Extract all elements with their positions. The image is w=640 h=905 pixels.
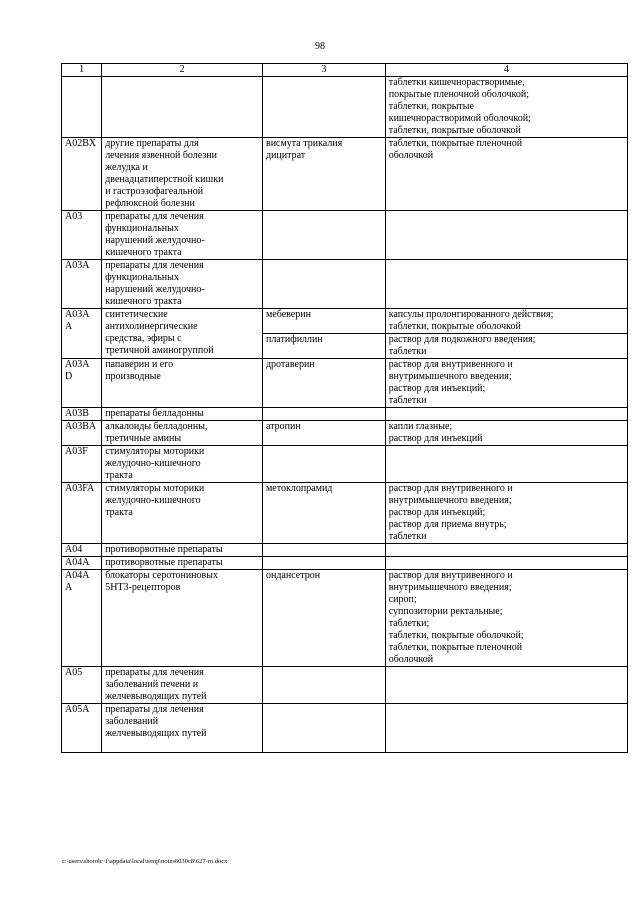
drug-name-cell bbox=[262, 446, 385, 483]
anatomical-group-cell-line: блокаторы серотониновых bbox=[105, 570, 218, 581]
anatomical-group-cell bbox=[102, 557, 263, 570]
anatomical-group-cell bbox=[102, 359, 263, 408]
drug-name-cell bbox=[262, 359, 385, 408]
drug-name-cell-line: дротаверин bbox=[265, 359, 315, 370]
anatomical-group-cell bbox=[102, 309, 263, 359]
dosage-forms-cell-line: внутримышечного введения; bbox=[388, 495, 512, 506]
anatomical-group-cell bbox=[102, 704, 263, 753]
dosage-forms-cell-line: таблетки, покрытые bbox=[388, 101, 474, 112]
anatomical-group-cell-line: желчевыводящих путей bbox=[105, 728, 207, 739]
anatomical-group-cell-line: третичной аминогруппой bbox=[105, 345, 214, 356]
atc-code-cell-line: A03B bbox=[65, 408, 89, 419]
anatomical-group-cell-line: и гастроэзофагеальной bbox=[105, 186, 204, 197]
table-row bbox=[62, 260, 628, 309]
dosage-forms-cell bbox=[385, 570, 627, 667]
anatomical-group-cell-line: кишечного тракта bbox=[105, 296, 182, 307]
anatomical-group-cell-line: желудочно-кишечного bbox=[105, 458, 201, 469]
anatomical-group-cell-line: третичные амины bbox=[105, 433, 182, 444]
atc-code-cell bbox=[62, 421, 102, 446]
dosage-forms-cell-line: раствор для внутривенного и bbox=[388, 483, 513, 494]
dosage-forms-cell-line: раствор для инъекций bbox=[388, 433, 483, 444]
table-body bbox=[62, 77, 628, 753]
drug-name-cell bbox=[262, 309, 385, 334]
header-cell-1: 1 bbox=[62, 64, 102, 77]
dosage-forms-cell bbox=[385, 77, 627, 138]
atc-code-cell-line: A05A bbox=[65, 704, 90, 715]
anatomical-group-cell bbox=[102, 211, 263, 260]
atc-code-cell bbox=[62, 667, 102, 704]
dosage-forms-cell-line: таблетки кишечнорастворимые, bbox=[388, 77, 525, 88]
atc-code-cell bbox=[62, 77, 102, 138]
dosage-forms-cell-line: таблетки bbox=[388, 531, 427, 542]
drug-name-cell bbox=[262, 211, 385, 260]
anatomical-group-cell-line: кишечного тракта bbox=[105, 247, 182, 258]
anatomical-group-cell-line: тракта bbox=[105, 507, 133, 518]
dosage-forms-cell-line: раствор для подкожного введения; bbox=[388, 334, 536, 345]
anatomical-group-cell bbox=[102, 408, 263, 421]
anatomical-group-cell-line: препараты белладонны bbox=[105, 408, 204, 419]
table-row bbox=[62, 544, 628, 557]
dosage-forms-cell-line: капли глазные; bbox=[388, 421, 453, 432]
dosage-forms-cell-line: раствор для инъекций; bbox=[388, 383, 486, 394]
atc-code-cell-line: A03FA bbox=[65, 483, 95, 494]
table-row bbox=[62, 483, 628, 544]
dosage-forms-cell-line: внутримышечного введения; bbox=[388, 582, 512, 593]
atc-code-cell-line: A04A bbox=[65, 570, 90, 581]
dosage-forms-cell-line: оболочкой bbox=[388, 150, 434, 161]
anatomical-group-cell-line: стимуляторы моторики bbox=[105, 446, 205, 457]
dosage-forms-cell bbox=[385, 446, 627, 483]
table-row bbox=[62, 408, 628, 421]
drug-name-cell bbox=[262, 260, 385, 309]
dosage-forms-cell bbox=[385, 544, 627, 557]
header-cell-2: 2 bbox=[102, 64, 263, 77]
anatomical-group-cell-line: 5HT3-рецепторов bbox=[105, 582, 181, 593]
anatomical-group-cell-line: нарушений желудочно- bbox=[105, 235, 205, 246]
dosage-forms-cell bbox=[385, 667, 627, 704]
anatomical-group-cell-line: двенадцатиперстной кишки bbox=[105, 174, 224, 185]
dosage-forms-cell-line: таблетки, покрытые пленочной bbox=[388, 138, 523, 149]
atc-code-cell bbox=[62, 544, 102, 557]
anatomical-group-cell bbox=[102, 77, 263, 138]
anatomical-group-cell-line: препараты для лечения bbox=[105, 667, 204, 678]
atc-code-cell-line: A03A bbox=[65, 359, 90, 370]
dosage-forms-cell-line: сироп; bbox=[388, 594, 417, 605]
table-header-row bbox=[62, 64, 628, 77]
table-row bbox=[62, 446, 628, 483]
atc-code-cell-line: A bbox=[65, 321, 73, 332]
table-row bbox=[62, 704, 628, 753]
drug-name-cell bbox=[262, 334, 385, 359]
atc-code-cell bbox=[62, 557, 102, 570]
table-row bbox=[62, 138, 628, 211]
anatomical-group-cell-line: синтетические bbox=[105, 309, 168, 320]
header-cell-3: 3 bbox=[262, 64, 385, 77]
anatomical-group-cell bbox=[102, 483, 263, 544]
anatomical-group-cell-line: другие препараты для bbox=[105, 138, 199, 149]
anatomical-group-cell bbox=[102, 667, 263, 704]
drug-name-cell bbox=[262, 667, 385, 704]
atc-code-cell-line: A03A bbox=[65, 260, 90, 271]
dosage-forms-cell-line: суппозитории ректальные; bbox=[388, 606, 503, 617]
drug-table bbox=[61, 63, 628, 753]
dosage-forms-cell bbox=[385, 260, 627, 309]
anatomical-group-cell-line: производные bbox=[105, 371, 161, 382]
atc-code-cell-line: A03A bbox=[65, 309, 90, 320]
file-path-footer: c:\users\shoroh~1\appdata\local\temp\notes6030c8\627-rn.docx bbox=[62, 858, 228, 865]
atc-code-cell bbox=[62, 408, 102, 421]
dosage-forms-cell bbox=[385, 211, 627, 260]
anatomical-group-cell-line: алкалоиды белладонны, bbox=[105, 421, 208, 432]
anatomical-group-cell-line: функциональных bbox=[105, 272, 179, 283]
dosage-forms-cell bbox=[385, 704, 627, 753]
drug-name-cell-line: висмута трикалия bbox=[265, 138, 343, 149]
table-row bbox=[62, 667, 628, 704]
atc-code-cell bbox=[62, 704, 102, 753]
atc-code-cell bbox=[62, 211, 102, 260]
dosage-forms-cell-line: таблетки, покрытые пленочной bbox=[388, 642, 523, 653]
drug-name-cell bbox=[262, 408, 385, 421]
table-row bbox=[62, 359, 628, 408]
atc-code-cell bbox=[62, 446, 102, 483]
page-number: 98 bbox=[315, 41, 325, 52]
anatomical-group-cell bbox=[102, 446, 263, 483]
table-row bbox=[62, 557, 628, 570]
drug-name-cell-line: дицитрат bbox=[265, 150, 306, 161]
dosage-forms-cell bbox=[385, 334, 627, 359]
drug-name-cell-line: мебеверин bbox=[265, 309, 311, 320]
dosage-forms-cell-line: капсулы пролонгированного действия; bbox=[388, 309, 554, 320]
drug-name-cell bbox=[262, 704, 385, 753]
drug-name-cell bbox=[262, 544, 385, 557]
dosage-forms-cell bbox=[385, 557, 627, 570]
anatomical-group-cell-line: препараты для лечения bbox=[105, 260, 204, 271]
dosage-forms-cell bbox=[385, 408, 627, 421]
drug-name-cell-line: метоклопрамид bbox=[265, 483, 333, 494]
anatomical-group-cell bbox=[102, 570, 263, 667]
anatomical-group-cell-line: нарушений желудочно- bbox=[105, 284, 205, 295]
atc-code-cell bbox=[62, 138, 102, 211]
drug-name-cell-line: ондансетрон bbox=[265, 570, 321, 581]
drug-name-cell bbox=[262, 557, 385, 570]
anatomical-group-cell-line: желудка и bbox=[105, 162, 148, 173]
anatomical-group-cell-line: функциональных bbox=[105, 223, 179, 234]
anatomical-group-cell bbox=[102, 138, 263, 211]
atc-code-cell-line: A05 bbox=[65, 667, 83, 678]
anatomical-group-cell-line: препараты для лечения bbox=[105, 211, 204, 222]
dosage-forms-cell-line: таблетки; bbox=[388, 618, 430, 629]
drug-name-cell-line: платифиллин bbox=[265, 334, 323, 345]
header-cell-4: 4 bbox=[385, 64, 627, 77]
atc-code-cell-line: A03BA bbox=[65, 421, 97, 432]
anatomical-group-cell-line: антихолинергические bbox=[105, 321, 198, 332]
table-row bbox=[62, 77, 628, 138]
anatomical-group-cell-line: желчевыводящих путей bbox=[105, 691, 207, 702]
atc-code-cell-line: A02BX bbox=[65, 138, 97, 149]
atc-code-cell bbox=[62, 309, 102, 359]
dosage-forms-cell-line: кишечнорастворимой оболочкой; bbox=[388, 113, 531, 124]
anatomical-group-cell-line: противорвотные препараты bbox=[105, 544, 223, 555]
dosage-forms-cell-line: оболочкой bbox=[388, 654, 434, 665]
dosage-forms-cell-line: таблетки bbox=[388, 346, 427, 357]
dosage-forms-cell-line: раствор для внутривенного и bbox=[388, 570, 513, 581]
anatomical-group-cell-line: лечения язвенной болезни bbox=[105, 150, 218, 161]
table-row bbox=[62, 421, 628, 446]
dosage-forms-cell-line: таблетки bbox=[388, 395, 427, 406]
atc-code-cell-line: D bbox=[65, 371, 73, 382]
dosage-forms-cell-line: таблетки, покрытые оболочкой; bbox=[388, 630, 524, 641]
atc-code-cell-line: A03 bbox=[65, 211, 83, 222]
drug-name-cell bbox=[262, 138, 385, 211]
anatomical-group-cell-line: заболеваний печени и bbox=[105, 679, 199, 690]
drug-name-cell bbox=[262, 77, 385, 138]
drug-name-cell bbox=[262, 483, 385, 544]
drug-name-cell bbox=[262, 570, 385, 667]
atc-code-cell bbox=[62, 260, 102, 309]
anatomical-group-cell-line: папаверин и его bbox=[105, 359, 174, 370]
anatomical-group-cell-line: противорвотные препараты bbox=[105, 557, 223, 568]
anatomical-group-cell bbox=[102, 544, 263, 557]
dosage-forms-cell-line: раствор для инъекций; bbox=[388, 507, 486, 518]
dosage-forms-cell-line: внутримышечного введения; bbox=[388, 371, 512, 382]
anatomical-group-cell-line: желудочно-кишечного bbox=[105, 495, 201, 506]
drug-name-cell-line: атропин bbox=[265, 421, 301, 432]
anatomical-group-cell-line: тракта bbox=[105, 470, 133, 481]
dosage-forms-cell-line: таблетки, покрытые оболочкой bbox=[388, 321, 521, 332]
anatomical-group-cell-line: стимуляторы моторики bbox=[105, 483, 205, 494]
table-row bbox=[62, 309, 628, 334]
dosage-forms-cell-line: раствор для внутривенного и bbox=[388, 359, 513, 370]
drug-name-cell bbox=[262, 421, 385, 446]
dosage-forms-cell-line: таблетки, покрытые оболочкой bbox=[388, 125, 521, 136]
atc-code-cell bbox=[62, 570, 102, 667]
dosage-forms-cell bbox=[385, 309, 627, 334]
atc-code-cell bbox=[62, 483, 102, 544]
atc-code-cell-line: A bbox=[65, 582, 73, 593]
atc-code-cell bbox=[62, 359, 102, 408]
anatomical-group-cell-line: препараты для лечения bbox=[105, 704, 204, 715]
dosage-forms-cell-line: покрытые пленочной оболочкой; bbox=[388, 89, 529, 100]
atc-code-cell-line: A03F bbox=[65, 446, 88, 457]
dosage-forms-cell bbox=[385, 359, 627, 408]
atc-code-cell-line: A04A bbox=[65, 557, 90, 568]
anatomical-group-cell-line: средства, эфиры с bbox=[105, 333, 182, 344]
table-row bbox=[62, 570, 628, 667]
anatomical-group-cell-line: рефлюксной болезни bbox=[105, 198, 195, 209]
anatomical-group-cell bbox=[102, 421, 263, 446]
dosage-forms-cell bbox=[385, 421, 627, 446]
dosage-forms-cell-line: раствор для приема внутрь; bbox=[388, 519, 507, 530]
dosage-forms-cell bbox=[385, 483, 627, 544]
atc-code-cell-line: A04 bbox=[65, 544, 83, 555]
dosage-forms-cell bbox=[385, 138, 627, 211]
anatomical-group-cell-line: заболеваний bbox=[105, 716, 159, 727]
anatomical-group-cell-line bbox=[105, 740, 259, 752]
anatomical-group-cell bbox=[102, 260, 263, 309]
table-row bbox=[62, 211, 628, 260]
